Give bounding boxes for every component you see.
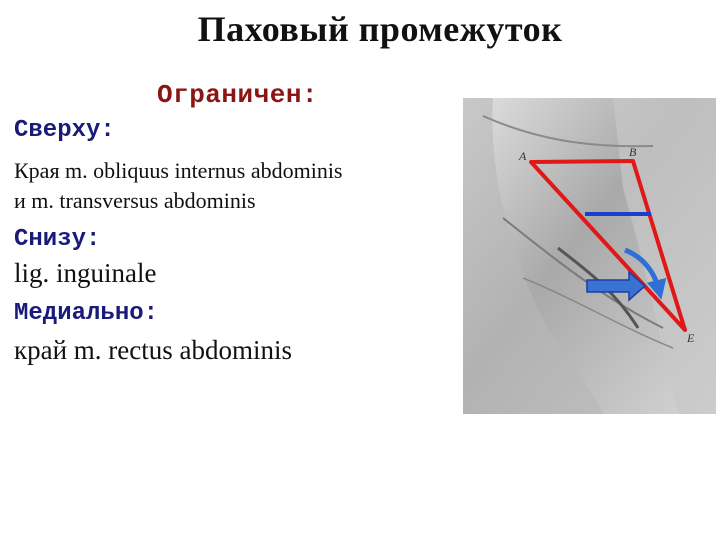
section-line-medial-1: край m. rectus abdominis <box>14 335 293 365</box>
section-line-top-1: Края m. obliquus internus abdominis <box>14 158 343 183</box>
slide-title: Паховый промежуток <box>197 9 563 49</box>
anatomy-figure-svg <box>463 98 716 414</box>
section-heading-bottom: Снизу: <box>14 226 101 253</box>
point-label-a: A <box>519 149 527 163</box>
section-heading-top: Сверху: <box>14 117 115 144</box>
section-line-top-2: и m. transversus abdominis <box>14 188 256 213</box>
section-line-bottom-1: lig. inguinale <box>14 258 157 288</box>
point-label-e: E <box>687 331 695 345</box>
anatomy-figure <box>463 98 716 414</box>
point-label-b: B <box>629 145 637 159</box>
subtitle-bounded: Ограничен: <box>157 80 319 110</box>
section-heading-medial: Медиально: <box>14 300 159 327</box>
